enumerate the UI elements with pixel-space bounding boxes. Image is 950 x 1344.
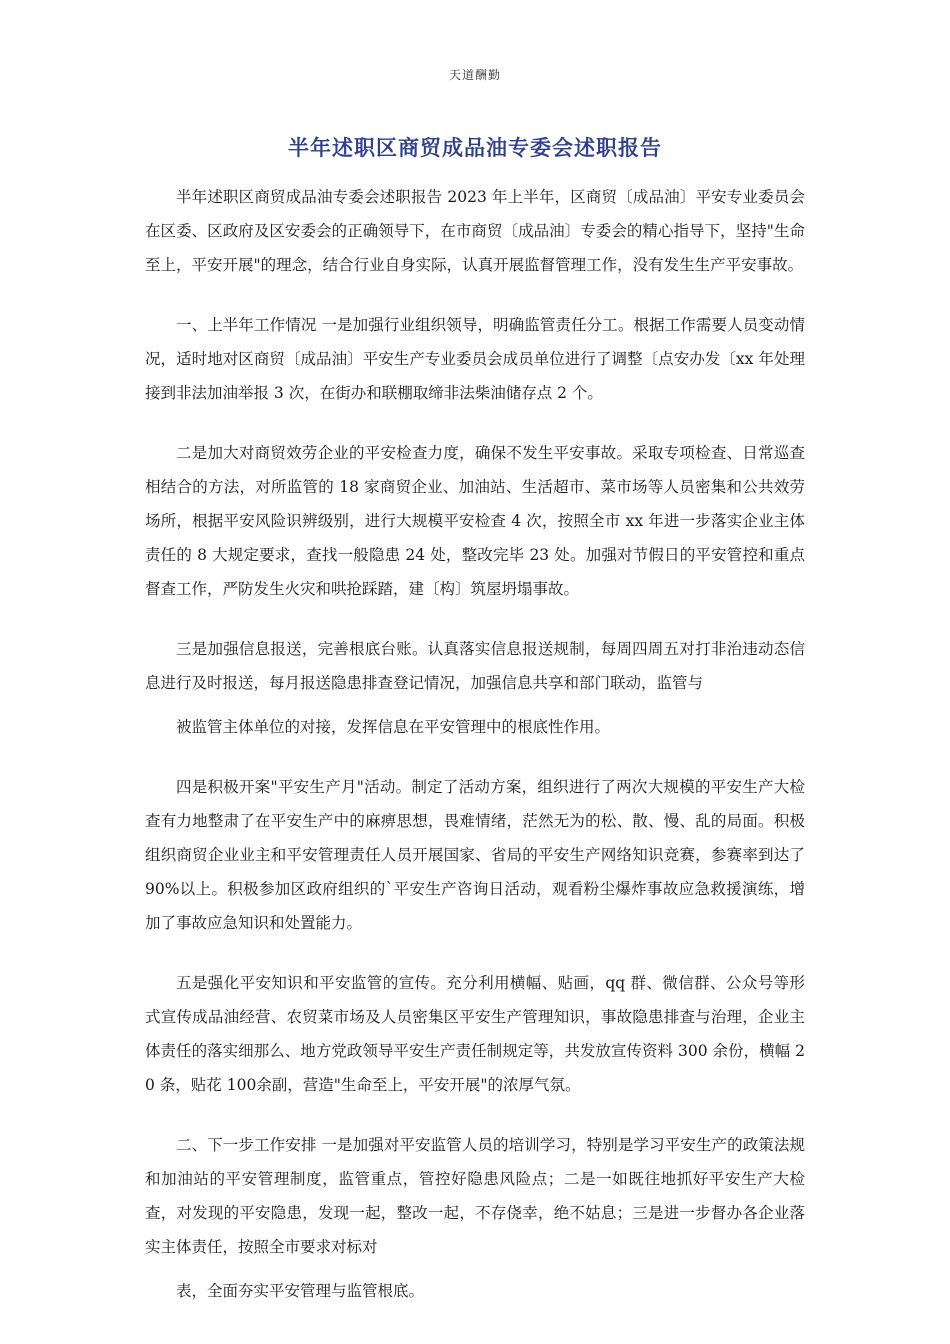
paragraph-point-five: 五是强化平安知识和平安监管的宣传。充分利用横幅、贴画，qq 群、微信群、公众号等形式宣传成品油经营、农贸菜市场及人员密集区平安生产管理知识，事故隐患排查与治理，企业主体责任的落实细那么、地方党政领导平安生产责任制规定等，共发放宣传资料 300 余份，横幅 20 条，贴花 100余副，营造"生命至上，平安开展"的浓厚气氛。 [145, 974, 805, 1094]
paragraph-point-three: 三是加强信息报送，完善根底台账。认真落实信息报送规制，每周四周五对打非治违动态信息进行及时报送，每月报送隐患排查登记情况，加强信息共享和部门联动，监管与 [145, 640, 805, 692]
paragraph-point-two: 二是加大对商贸效劳企业的平安检查力度，确保不发生平安事故。采取专项检查、日常巡查相结合的方法，对所监管的 18 家商贸企业、加油站、生活超市、菜市场等人员密集和公共效劳场所，根据平安风险识辨级别，进行大规模平安检查 4 次，按照全市 xx 年进一步落实企业主体责任的 8 大规定要求，查找一般隐患 24 处，整改完毕 23 处。加强对节假日的平安管控和重点督查工作，严防发生火灾和哄抢踩踏，建〔构〕筑屋坍塌事故。 [145, 444, 805, 598]
paragraph-point-four: 四是积极开案"平安生产月"活动。制定了活动方案，组织进行了两次大规模的平安生产大检查有力地整肃了在平安生产中的麻痹思想，畏难情绪，茫然无为的松、散、慢、乱的局面。积极组织商贸企业业主和平安管理责任人员开展国家、省局的平安生产网络知识竞赛，参赛率到达了 90%以上。积极参加区政府组织的`平安生产咨询日活动，观看粉尘爆炸事故应急救援演练，增加了事故应急知识和处置能力。 [145, 778, 805, 932]
paragraph-section-one: 一、上半年工作情况 一是加强行业组织领导，明确监管责任分工。根据工作需要人员变动情况，适时地对区商贸〔成品油〕平安生产专业委员会成员单位进行了调整〔点安办发〔xx 年处理接到非法加油举报 3 次，在街办和联棚取缔非法柴油储存点 2 个。 [145, 316, 805, 402]
paragraph-point-three-continued: 被监管主体单位的对接，发挥信息在平安管理中的根底性作用。 [176, 718, 611, 736]
paragraph-section-two: 二、下一步工作安排 一是加强对平安监管人员的培训学习，特别是学习平安生产的政策法规和加油站的平安管理制度，监管重点，管控好隐患风险点；二是一如既往地抓好平安生产大检查，对发现的平安隐患，发现一起，整改一起，不存侥幸，绝不姑息；三是进一步督办各企业落实主体责任，按照全市要求对标对 [145, 1136, 805, 1256]
paragraph-section-two-continued: 表，全面夯实平安管理与监管根底。 [176, 1282, 425, 1300]
header-watermark: 天道酬勤 [448, 68, 501, 82]
document-body [145, 180, 805, 1334]
paragraph-intro: 半年述职区商贸成品油专委会述职报告 2023 年上半年，区商贸〔成品油〕平安专业委员会在区委、区政府及区安委会的正确领导下，在市商贸〔成品油〕专委会的精心指导下，坚持"生命至上，平安开展"的理念，结合行业自身实际，认真开展监督管理工作，没有发生生产平安事故。 [145, 188, 805, 274]
page-title: 半年述职区商贸成品油专委会述职报告 [288, 136, 662, 160]
